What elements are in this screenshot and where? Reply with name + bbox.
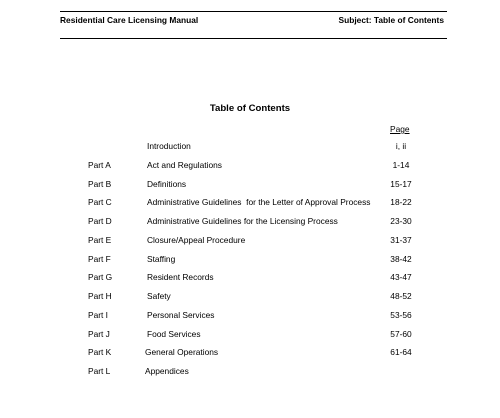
toc-title: Table of Contents: [209, 103, 291, 114]
manual-title: Residential Care Licensing Manual: [60, 15, 199, 25]
toc-page-range: 53-56: [390, 309, 412, 320]
toc-entry-title: Appendices: [145, 366, 189, 376]
toc-part-label: Part K: [88, 347, 112, 358]
toc-entry-part-k: [0, 347, 500, 366]
toc-page-range: 38-42: [390, 253, 412, 264]
toc-part-label: Part C: [88, 197, 112, 208]
toc-part-label: Part D: [88, 216, 112, 226]
toc-page-range: 18-22: [390, 197, 412, 208]
toc-page-range: 48-52: [390, 291, 412, 301]
toc-list: [0, 141, 500, 385]
toc-entry-part-g: [0, 272, 500, 291]
toc-entry-part-j: [0, 329, 500, 348]
toc-part-label: Part A: [88, 159, 111, 170]
toc-part-label: Part G: [88, 272, 113, 283]
header-bottom-rule: [60, 38, 447, 39]
toc-page-range: 23-30: [390, 216, 412, 226]
toc-entry-title: Safety: [147, 291, 171, 301]
toc-entry-title: Personal Services: [147, 309, 215, 320]
toc-entry-title: Staffing: [147, 253, 176, 264]
toc-entry-title: Administrative Guidelines for the Licensing Process: [147, 216, 338, 226]
toc-page-range: 15-17: [390, 178, 412, 189]
toc-page-range: 1-14: [392, 159, 410, 170]
toc-entry-part-i: [0, 310, 500, 329]
toc-entry-title: Food Services: [147, 328, 201, 339]
toc-entry-part-l: [0, 366, 500, 385]
page-header: [60, 0, 447, 40]
toc-entry-part-f: [0, 254, 500, 273]
toc-part-label: Part H: [88, 291, 112, 301]
toc-entry-title: Act and Regulations: [147, 159, 222, 170]
subject-label: Subject: Table of Contents: [338, 15, 444, 25]
toc-entry-title: Introduction: [147, 141, 191, 151]
toc-page-range: 43-47: [390, 272, 412, 283]
toc-entry-title: Definitions: [147, 178, 187, 189]
toc-page-range: 57-60: [390, 328, 412, 339]
toc-entry-introduction: [0, 141, 500, 160]
toc-page-range: i, ii: [395, 141, 407, 151]
toc-part-label: Part E: [88, 234, 112, 245]
toc-entry-part-a: [0, 160, 500, 179]
toc-part-label: Part L: [88, 366, 111, 376]
header-top-rule: [60, 11, 447, 12]
toc-entry-title: Administrative Guidelines for the Letter of Approval Process: [147, 197, 371, 208]
toc-entry-title: Closure/Appeal Procedure: [147, 234, 246, 245]
toc-entry-part-e: [0, 235, 500, 254]
toc-part-label: Part B: [88, 178, 112, 189]
toc-part-label: Part J: [88, 328, 110, 339]
toc-entry-part-h: [0, 291, 500, 310]
toc-entry-part-c: [0, 197, 500, 216]
toc-entry-title: General Operations: [145, 347, 219, 358]
toc-part-label: Part F: [88, 253, 111, 264]
toc-entry-part-b: [0, 179, 500, 198]
toc-page-range: 61-64: [390, 347, 412, 358]
toc-page-range: 31-37: [390, 234, 412, 245]
toc-entry-part-d: [0, 216, 500, 235]
toc-entry-title: Resident Records: [147, 272, 214, 283]
page-column-header: Page: [390, 124, 410, 134]
toc-part-label: Part I: [88, 309, 109, 320]
